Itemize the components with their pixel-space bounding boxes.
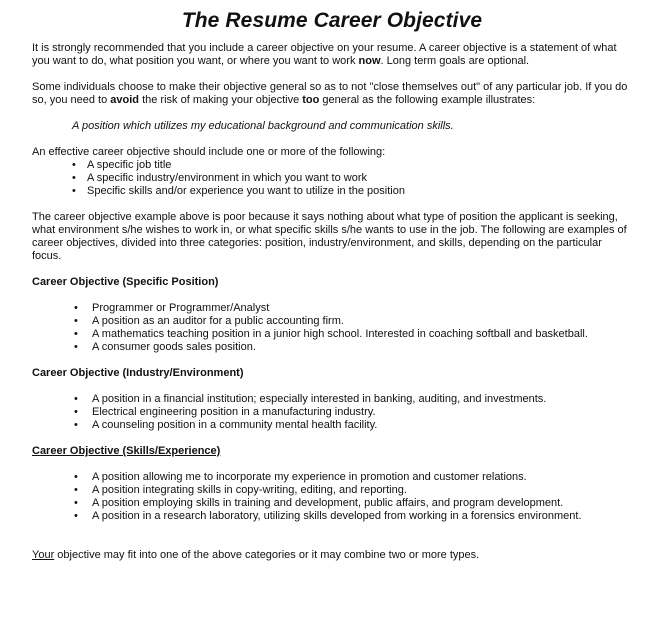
list-item: • Specific skills and/or experience you want to utilize in the position xyxy=(32,185,632,198)
intro-paragraph-3: The career objective example above is poor because it says nothing about what type of position the applicant is seeking, what environment s/he wishes to work in, or what specific skills s/he wants to use in the job. The following are examples of career objectives, divided into three categories: position, industry/environment, and skills, depending on the particular focus. xyxy=(32,211,627,262)
list-item: • A position integrating skills in copy-writing, editing, and reporting. xyxy=(32,484,632,497)
objective-criteria-list xyxy=(32,159,632,198)
list-item: • A mathematics teaching position in a junior high school. Interested in coaching softball and basketball. xyxy=(32,328,632,341)
intro-paragraph-1: It is strongly recommended that you include a career objective on your resume. A career objective is a statement of what you want to do, what position you want, or where you want to work now. Long term goals are optional. xyxy=(32,42,617,67)
list-item: • A position in a financial institution; especially interested in banking, auditing, and investments. xyxy=(32,393,632,406)
section-heading-skills-experience: Career Objective (Skills/Experience) xyxy=(32,445,221,457)
industry-environment-list xyxy=(32,393,632,432)
list-item: • A consumer goods sales position. xyxy=(32,341,632,354)
document-page xyxy=(32,6,632,562)
list-lead: An effective career objective should include one or more of the following: xyxy=(32,146,386,158)
emphasis-too: too xyxy=(302,94,320,106)
list-item: • A position allowing me to incorporate my experience in promotion and customer relations. xyxy=(32,471,632,484)
section-heading-industry-environment: Career Objective (Industry/Environment) xyxy=(32,367,244,379)
poor-example-objective: A position which utilizes my educational background and communication skills. xyxy=(72,120,454,132)
list-item: • A position in a research laboratory, utilizing skills developed from working in a forensics environment. xyxy=(32,510,632,523)
list-item: • A position as an auditor for a public accounting firm. xyxy=(32,315,632,328)
list-item: • A counseling position in a community mental health facility. xyxy=(32,419,632,432)
list-item: • Programmer or Programmer/Analyst xyxy=(32,302,632,315)
list-item: • Electrical engineering position in a manufacturing industry. xyxy=(32,406,632,419)
list-item: • A position employing skills in training and development, public affairs, and program development. xyxy=(32,497,632,510)
emphasis-your: Your xyxy=(32,549,55,561)
emphasis-avoid: avoid xyxy=(110,94,140,106)
section-heading-specific-position: Career Objective (Specific Position) xyxy=(32,276,219,288)
page-title: The Resume Career Objective xyxy=(181,9,483,32)
list-item: • A specific job title xyxy=(32,159,632,172)
emphasis-now: now xyxy=(358,55,381,67)
list-item: • A specific industry/environment in which you want to work xyxy=(32,172,632,185)
skills-experience-list xyxy=(32,471,632,523)
closing-paragraph: Your objective may fit into one of the above categories or it may combine two or more types. xyxy=(32,549,480,561)
specific-position-list xyxy=(32,302,632,354)
intro-paragraph-2: Some individuals choose to make their objective general so as to not "close themselves out" of any particular job. If you do so, you need to avoid the risk of making your objective too general as the following example illustrates: xyxy=(32,81,628,106)
